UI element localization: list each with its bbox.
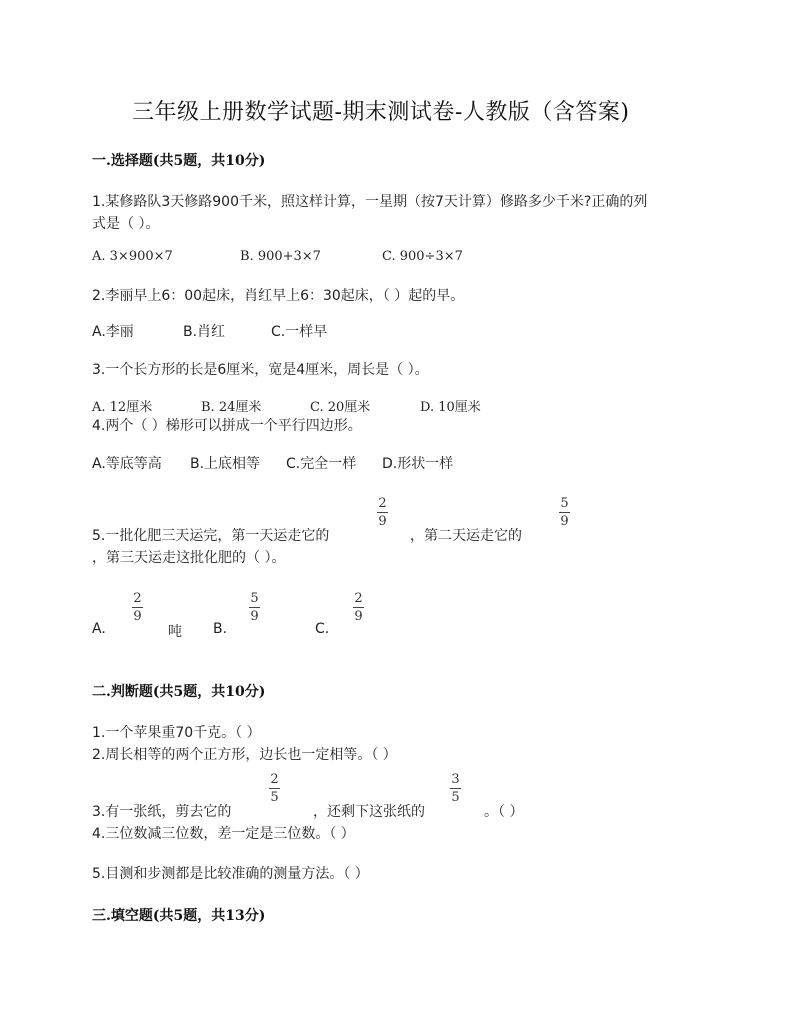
choice-q2-option-c[interactable]: C.一样早 xyxy=(271,324,328,340)
choice-q5-option-c[interactable]: C. xyxy=(315,621,330,637)
choice-q1-option-a[interactable]: A. 3×900×7 xyxy=(92,249,173,264)
choice-q3-option-a[interactable]: A. 12厘米 xyxy=(92,400,153,415)
choice-q5-option-a-fraction xyxy=(132,592,143,624)
judge-q5-text: 5.目测和步测都是比较准确的测量方法。（ ） xyxy=(92,866,369,882)
choice-q5-option-c-fraction xyxy=(353,592,364,624)
judge-q3-text-part1: 3.有一张纸，剪去它的 xyxy=(92,804,232,820)
fraction-numerator: 2 xyxy=(378,496,387,511)
choice-q3-text: 3.一个长方形的长是6厘米，宽是4厘米，周长是（ ）。 xyxy=(92,362,429,378)
choice-q4-option-b[interactable]: B.上底相等 xyxy=(190,456,261,472)
fraction-numerator: 3 xyxy=(451,772,460,787)
fraction-numerator: 2 xyxy=(270,772,279,787)
choice-q2-option-b[interactable]: B.肖红 xyxy=(183,324,226,340)
fraction-numerator: 5 xyxy=(560,496,569,511)
choice-q4-option-c[interactable]: C.完全一样 xyxy=(286,456,357,472)
choice-q4-option-a[interactable]: A.等底等高 xyxy=(92,456,162,472)
page-title: 三年级上册数学试题-期末测试卷-人教版（含答案) xyxy=(132,100,630,125)
fraction-bar xyxy=(249,607,260,608)
choice-q5-option-a-unit: 吨 xyxy=(168,624,182,640)
choice-q5-option-b[interactable]: B. xyxy=(213,621,228,637)
section-heading-choice: 一.选择题(共5题，共10分) xyxy=(92,153,266,169)
fraction-denominator: 9 xyxy=(250,609,259,624)
fraction-denominator: 9 xyxy=(560,514,569,529)
choice-q1-line1: 1.某修路队3天修路900千米，照这样计算，一星期（按7天计算）修路多少千米?正确的列 xyxy=(92,194,648,210)
fraction-numerator: 2 xyxy=(354,591,363,606)
choice-q5-option-a[interactable]: A. xyxy=(92,621,106,637)
fraction-bar xyxy=(132,607,143,608)
fraction-bar xyxy=(450,788,461,789)
choice-q5-text-part2: ，第二天运走它的 xyxy=(410,528,522,544)
judge-q3-text-part3: 。（ ） xyxy=(484,804,524,820)
choice-q3-option-c[interactable]: C. 20厘米 xyxy=(310,400,371,415)
judge-q3-text-part2: ，还剩下这张纸的 xyxy=(313,804,425,820)
choice-q1-option-b[interactable]: B. 900+3×7 xyxy=(240,249,321,264)
fraction-denominator: 5 xyxy=(270,790,279,805)
judge-q3-fraction-2 xyxy=(450,773,461,805)
choice-q2-option-a[interactable]: A.李丽 xyxy=(92,324,134,340)
fraction-numerator: 2 xyxy=(133,591,142,606)
choice-q5-text-part1: 5.一批化肥三天运完，第一天运走它的 xyxy=(92,528,330,544)
fraction-denominator: 9 xyxy=(378,514,387,529)
fraction-bar xyxy=(377,512,388,513)
judge-q2-text: 2.周长相等的两个正方形，边长也一定相等。（ ） xyxy=(92,747,397,763)
fraction-denominator: 9 xyxy=(133,609,142,624)
choice-q4-option-d[interactable]: D.形状一样 xyxy=(382,456,454,472)
choice-q5-fraction-1 xyxy=(377,497,388,529)
choice-q3-option-b[interactable]: B. 24厘米 xyxy=(201,400,262,415)
section-heading-judge: 二.判断题(共5题，共10分) xyxy=(92,684,266,700)
judge-q3-fraction-1 xyxy=(269,773,280,805)
choice-q2-text: 2.李丽早上6：00起床，肖红早上6：30起床，（ ）起的早。 xyxy=(92,288,465,304)
fraction-bar xyxy=(269,788,280,789)
judge-q4-text: 4.三位数减三位数，差一定是三位数。（ ） xyxy=(92,826,355,842)
choice-q1-option-c[interactable]: C. 900÷3×7 xyxy=(382,249,463,264)
choice-q3-option-d[interactable]: D. 10厘米 xyxy=(420,400,481,415)
fraction-denominator: 9 xyxy=(354,609,363,624)
judge-q1-text: 1.一个苹果重70千克。（ ） xyxy=(92,725,261,741)
fraction-numerator: 5 xyxy=(250,591,259,606)
section-heading-fill: 三.填空题(共5题，共13分) xyxy=(92,908,266,924)
choice-q5-fraction-2 xyxy=(559,497,570,529)
choice-q5-text-line2: ，第三天运走这批化肥的（ ）。 xyxy=(92,550,286,566)
fraction-bar xyxy=(353,607,364,608)
choice-q5-option-b-fraction xyxy=(249,592,260,624)
choice-q1-line2: 式是（ ）。 xyxy=(92,216,160,232)
choice-q4-text: 4.两个（ ）梯形可以拼成一个平行四边形。 xyxy=(92,418,362,434)
fraction-denominator: 5 xyxy=(451,790,460,805)
fraction-bar xyxy=(559,512,570,513)
